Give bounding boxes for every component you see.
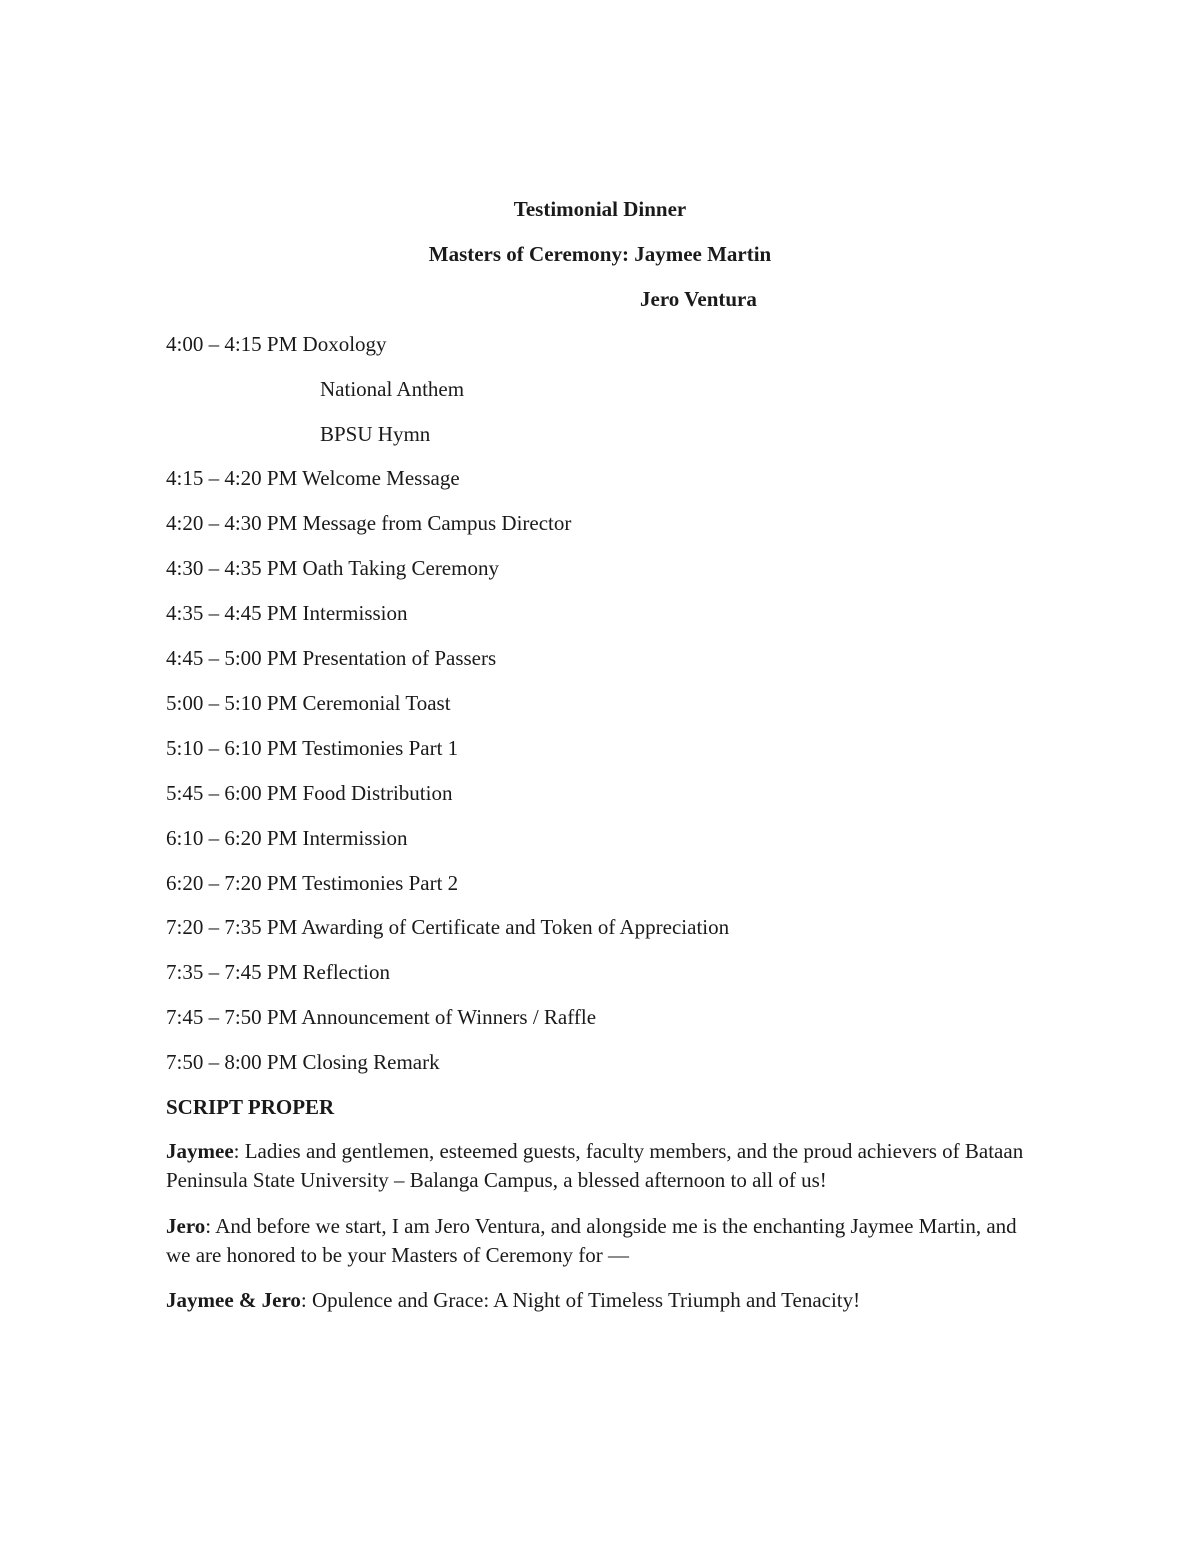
schedule-item: Awarding of Certificate and Token of Appreciation <box>301 915 730 939</box>
schedule-row <box>166 331 387 357</box>
schedule-time: 4:30 – 4:35 PM <box>166 556 298 580</box>
schedule-item: Closing Remark <box>302 1050 440 1074</box>
schedule-time: 7:45 – 7:50 PM <box>166 1005 298 1029</box>
schedule-item: Testimonies Part 2 <box>302 871 459 895</box>
schedule-row <box>166 870 458 896</box>
schedule-row <box>166 735 458 761</box>
schedule-row <box>166 600 408 626</box>
schedule-row <box>166 1049 440 1075</box>
schedule-row <box>166 690 451 716</box>
schedule-item: Announcement of Winners / Raffle <box>301 1005 597 1029</box>
schedule-subitem: National Anthem <box>320 377 465 401</box>
schedule-time: 5:10 – 6:10 PM <box>166 736 298 760</box>
schedule-row <box>166 780 452 806</box>
schedule-time: 7:35 – 7:45 PM <box>166 960 298 984</box>
schedule-time: 4:20 – 4:30 PM <box>166 511 298 535</box>
schedule-subitem: BPSU Hymn <box>320 422 431 446</box>
schedule-row <box>166 825 408 851</box>
schedule-time: 5:45 – 6:00 PM <box>166 781 298 805</box>
schedule-time: 4:15 – 4:20 PM <box>166 466 298 490</box>
mc-second-name: Jero Ventura <box>640 287 757 311</box>
schedule-item: Food Distribution <box>302 781 453 805</box>
speaker-name: Jaymee & Jero <box>166 1288 301 1312</box>
script-text: : And before we start, I am Jero Ventura, and alongside me is the enchanting Jaymee Martin, and we are honored to be your Masters of Ceremony for — <box>166 1214 1017 1267</box>
script-text: : Opulence and Grace: A Night of Timeless Triumph and Tenacity! <box>300 1288 861 1312</box>
schedule-row <box>166 914 729 940</box>
schedule-item: Doxology <box>302 332 387 356</box>
schedule-row <box>166 465 460 491</box>
script-line <box>166 1137 1046 1195</box>
schedule-item: Reflection <box>302 960 390 984</box>
schedule-time: 7:20 – 7:35 PM <box>166 915 298 939</box>
schedule-item: Ceremonial Toast <box>302 691 451 715</box>
schedule-row <box>166 959 390 985</box>
script-text: : Ladies and gentlemen, esteemed guests, faculty members, and the proud achievers of Bataan Peninsula State University – Balanga Campus, a blessed afternoon to all of us! <box>166 1139 1024 1192</box>
speaker-name: Jaymee <box>166 1139 234 1163</box>
schedule-time: 5:00 – 5:10 PM <box>166 691 298 715</box>
speaker-name: Jero <box>166 1214 206 1238</box>
document-title: Testimonial Dinner <box>513 197 687 221</box>
mc-label: Masters of Ceremony: Jaymee Martin <box>428 242 772 266</box>
schedule-item: Message from Campus Director <box>302 511 572 535</box>
schedule-row <box>166 645 496 671</box>
schedule-item: Welcome Message <box>302 466 460 490</box>
script-line <box>166 1212 1046 1270</box>
script-line <box>166 1286 1046 1315</box>
schedule-item: Oath Taking Ceremony <box>302 556 499 580</box>
schedule-time: 6:10 – 6:20 PM <box>166 826 298 850</box>
schedule-row <box>166 510 571 536</box>
schedule-row <box>166 1004 596 1030</box>
schedule-time: 7:50 – 8:00 PM <box>166 1050 298 1074</box>
schedule-item: Presentation of Passers <box>302 646 497 670</box>
schedule-time: 4:45 – 5:00 PM <box>166 646 298 670</box>
schedule-time: 4:35 – 4:45 PM <box>166 601 298 625</box>
schedule-item: Testimonies Part 1 <box>302 736 459 760</box>
schedule-item: Intermission <box>302 826 408 850</box>
script-heading: SCRIPT PROPER <box>166 1095 335 1119</box>
schedule-row <box>166 555 499 581</box>
schedule-item: Intermission <box>302 601 408 625</box>
schedule-time: 6:20 – 7:20 PM <box>166 871 298 895</box>
schedule-time: 4:00 – 4:15 PM <box>166 332 298 356</box>
